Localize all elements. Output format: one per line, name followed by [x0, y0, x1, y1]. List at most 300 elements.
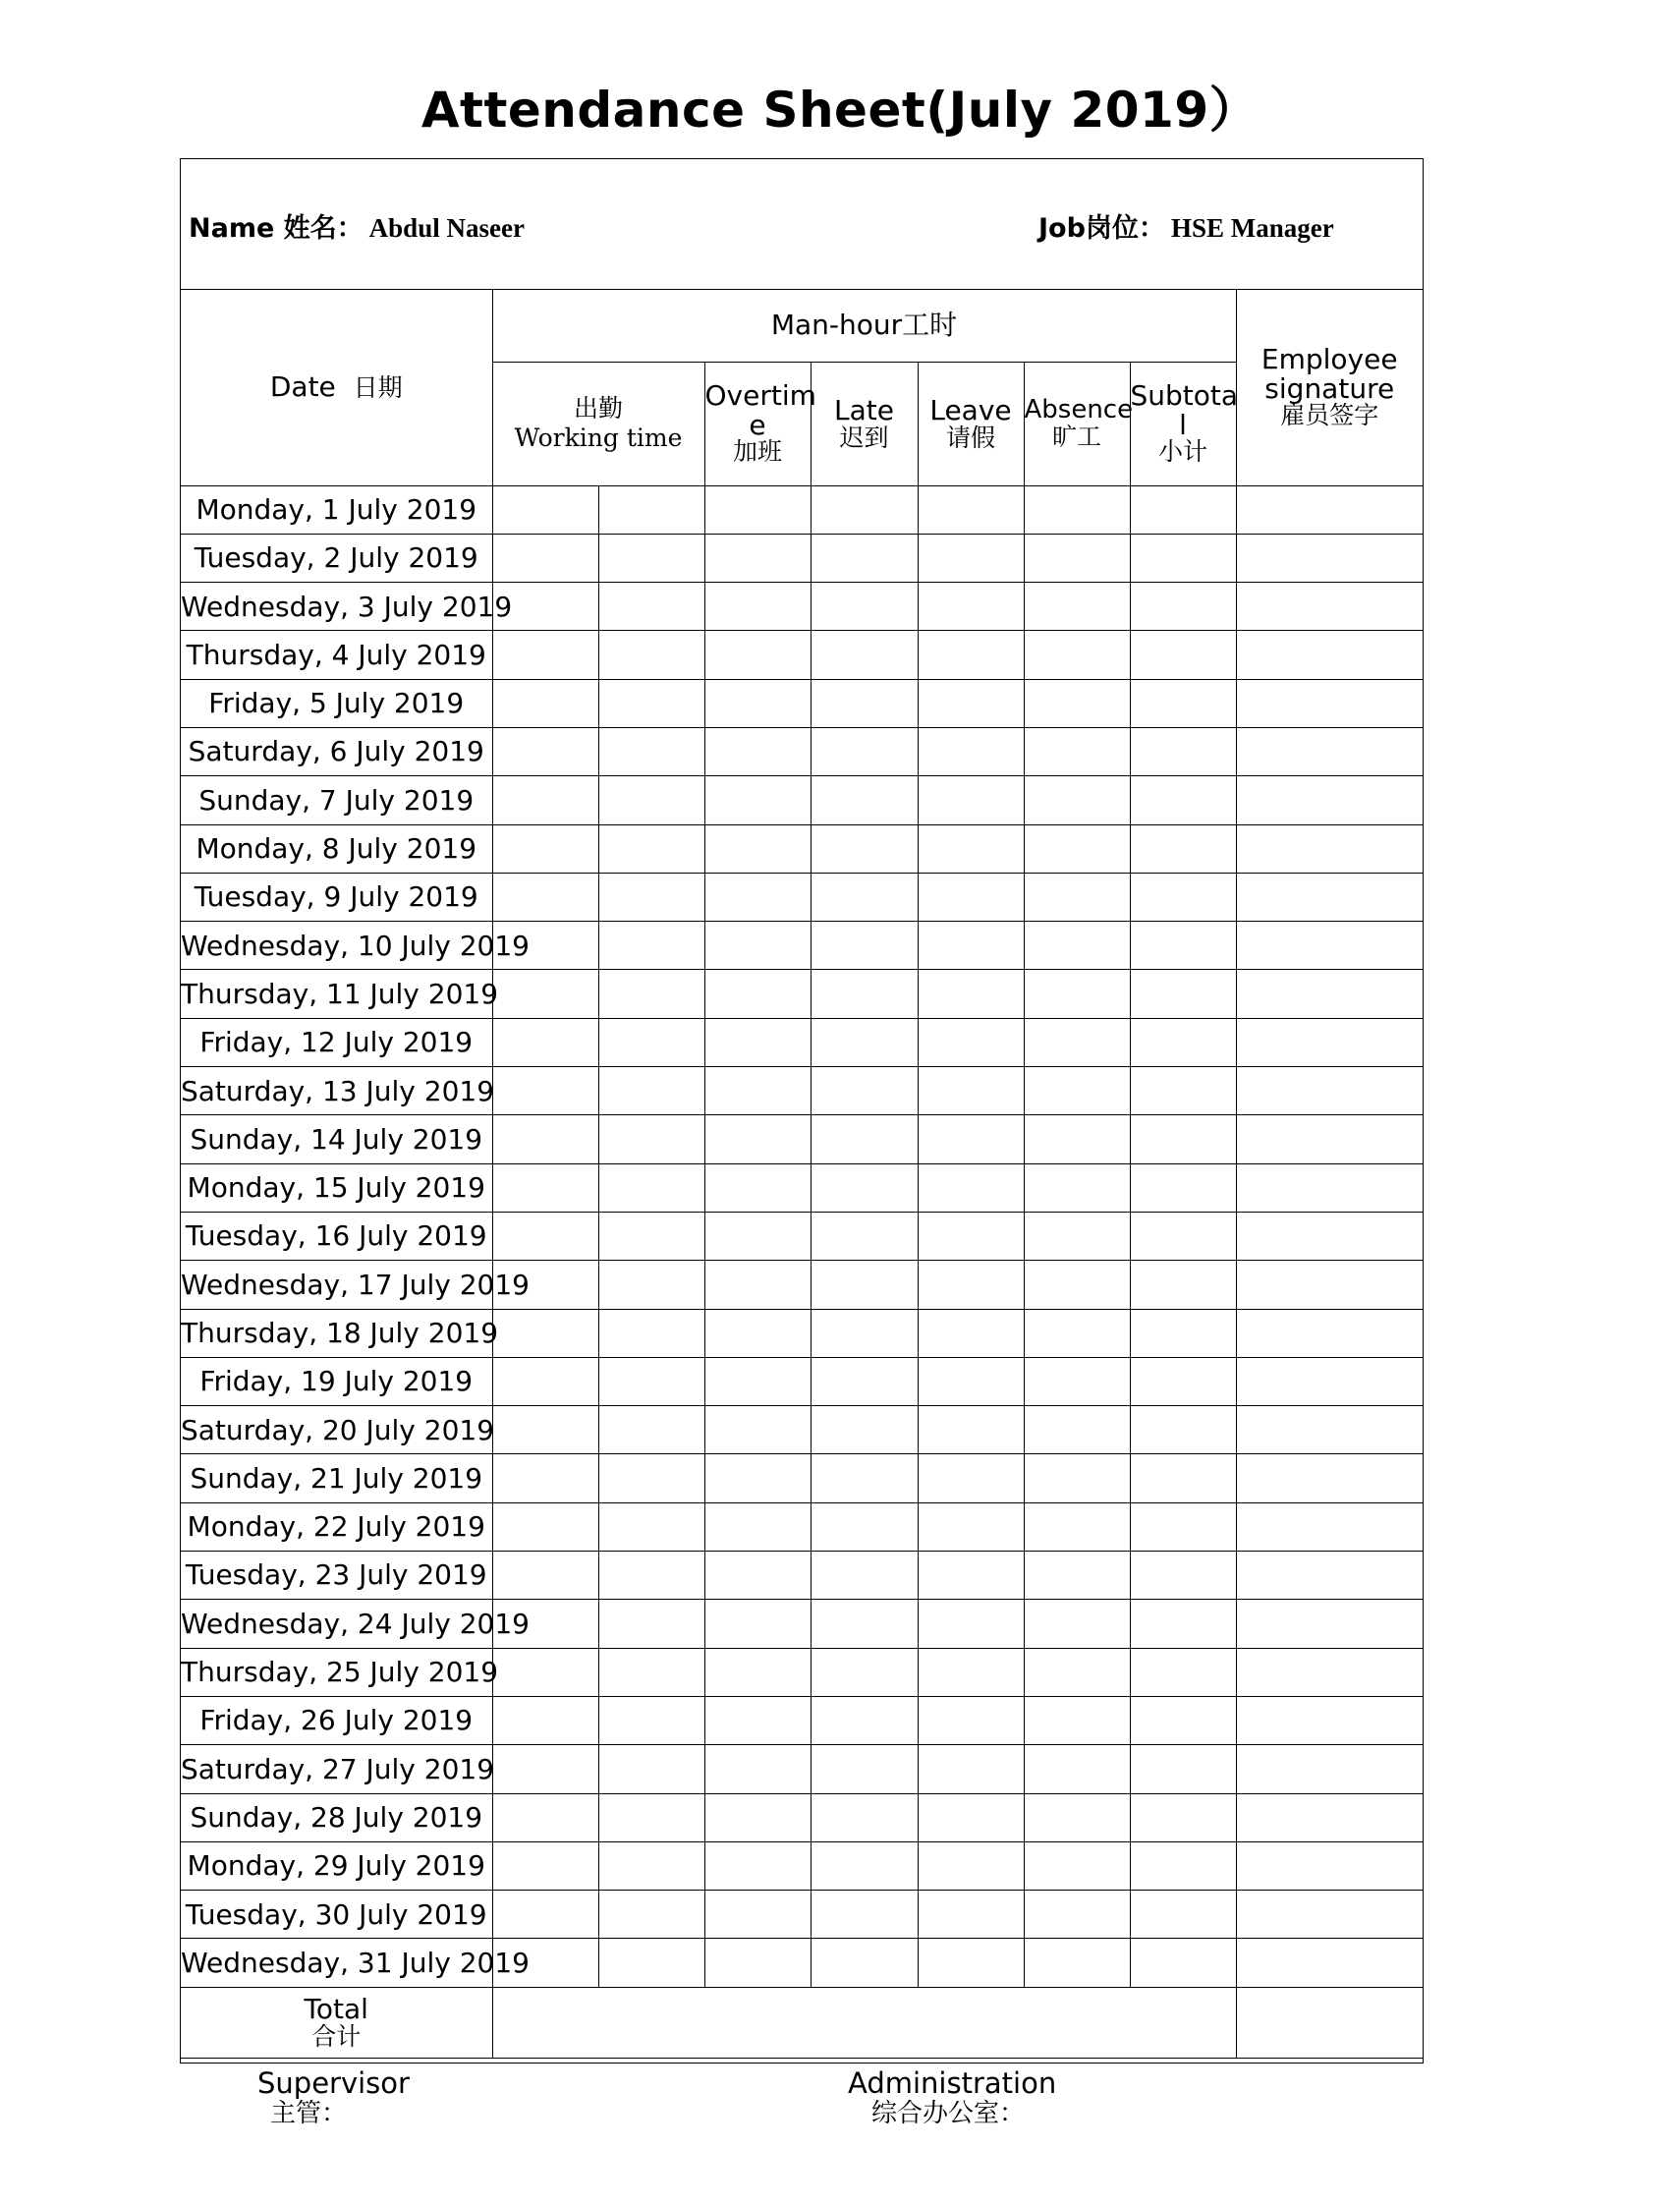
hours-cell[interactable] [598, 1552, 704, 1600]
hours-cell[interactable] [704, 922, 811, 970]
signature-cell[interactable] [1236, 1648, 1423, 1696]
hours-cell[interactable] [1130, 824, 1236, 873]
signature-cell[interactable] [1236, 1939, 1423, 1987]
hours-cell[interactable] [598, 1357, 704, 1405]
hours-cell[interactable] [704, 485, 811, 534]
hours-cell[interactable] [1024, 485, 1130, 534]
hours-cell[interactable] [918, 1018, 1024, 1066]
hours-cell[interactable] [704, 1891, 811, 1939]
hours-cell[interactable] [598, 1067, 704, 1115]
hours-cell[interactable] [598, 1163, 704, 1212]
signature-cell[interactable] [1236, 1212, 1423, 1260]
hours-cell[interactable] [918, 679, 1024, 727]
signature-cell[interactable] [1236, 1502, 1423, 1551]
hours-cell[interactable] [598, 824, 704, 873]
name-label: Name 姓名： [189, 213, 364, 244]
date-label: Saturday, 6 July 2019 [188, 735, 484, 768]
signature-cell[interactable] [1236, 1552, 1423, 1600]
hours-cell[interactable] [704, 1939, 811, 1987]
hours-cell[interactable] [1130, 1261, 1236, 1309]
signature-cell[interactable] [1236, 1163, 1423, 1212]
hours-cell[interactable] [492, 1018, 598, 1066]
signature-cell[interactable] [1236, 1018, 1423, 1066]
total-signature-cell[interactable] [1236, 1987, 1423, 2058]
date-label: Tuesday, 9 July 2019 [194, 880, 478, 914]
hours-cell[interactable] [492, 1406, 598, 1454]
hours-cell[interactable] [918, 1841, 1024, 1890]
date-header: Date 日期 [181, 289, 492, 485]
hours-cell[interactable] [492, 1793, 598, 1841]
table-row [181, 1552, 1423, 1600]
hours-cell[interactable] [811, 583, 918, 631]
hours-cell[interactable] [704, 1018, 811, 1066]
hours-cell[interactable] [1130, 1793, 1236, 1841]
hours-cell[interactable] [492, 1502, 598, 1551]
signature-cell[interactable] [1236, 970, 1423, 1018]
hours-cell[interactable] [1024, 1454, 1130, 1502]
signature-cell[interactable] [1236, 1067, 1423, 1115]
date-label: Sunday, 14 July 2019 [190, 1122, 483, 1156]
hours-cell[interactable] [598, 1454, 704, 1502]
signature-cell[interactable] [1236, 1357, 1423, 1405]
hours-cell[interactable] [811, 679, 918, 727]
signature-cell[interactable] [1236, 534, 1423, 582]
hours-cell[interactable] [598, 970, 704, 1018]
hours-cell[interactable] [918, 970, 1024, 1018]
hours-cell[interactable] [918, 727, 1024, 775]
hours-cell[interactable] [492, 1309, 598, 1357]
hours-cell[interactable] [1024, 1648, 1130, 1696]
hours-cell[interactable] [1130, 1891, 1236, 1939]
hours-cell[interactable] [918, 873, 1024, 921]
hours-cell[interactable] [811, 1552, 918, 1600]
hours-cell[interactable] [1130, 1600, 1236, 1648]
hours-cell[interactable] [918, 776, 1024, 824]
date-label: Wednesday, 10 July 2019 [181, 929, 530, 962]
hours-cell[interactable] [492, 1891, 598, 1939]
hours-cell[interactable] [704, 1696, 811, 1744]
hours-cell[interactable] [1130, 873, 1236, 921]
signature-cell[interactable] [1236, 1454, 1423, 1502]
table-row [181, 1163, 1423, 1212]
signature-cell[interactable] [1236, 1261, 1423, 1309]
hours-cell[interactable] [1024, 1600, 1130, 1648]
signature-cell[interactable] [1236, 824, 1423, 873]
table-row [181, 1793, 1423, 1841]
hours-cell[interactable] [1024, 1163, 1130, 1212]
date-label: Tuesday, 23 July 2019 [185, 1558, 487, 1592]
hours-cell[interactable] [918, 1406, 1024, 1454]
hours-cell[interactable] [918, 1067, 1024, 1115]
hours-cell[interactable] [811, 631, 918, 679]
hours-cell[interactable] [492, 1163, 598, 1212]
hours-cell[interactable] [598, 631, 704, 679]
hours-cell[interactable] [492, 1357, 598, 1405]
hours-cell[interactable] [918, 1502, 1024, 1551]
hours-cell[interactable] [1024, 727, 1130, 775]
signature-cell[interactable] [1236, 631, 1423, 679]
hours-cell[interactable] [811, 1841, 918, 1890]
hours-cell[interactable] [1024, 631, 1130, 679]
hours-cell[interactable] [704, 1841, 811, 1890]
hours-cell[interactable] [1024, 1357, 1130, 1405]
hours-cell[interactable] [598, 1309, 704, 1357]
hours-cell[interactable] [918, 631, 1024, 679]
hours-cell[interactable] [918, 1454, 1024, 1502]
hours-cell[interactable] [704, 824, 811, 873]
hours-cell[interactable] [598, 922, 704, 970]
hours-cell[interactable] [1130, 1841, 1236, 1890]
signature-cell[interactable] [1236, 1793, 1423, 1841]
signature-cell[interactable] [1236, 1745, 1423, 1793]
hours-cell[interactable] [1024, 1552, 1130, 1600]
total-hours-cell[interactable] [492, 1987, 1236, 2058]
hours-cell[interactable] [598, 1841, 704, 1890]
hours-cell[interactable] [811, 1939, 918, 1987]
hours-cell[interactable] [598, 1502, 704, 1551]
hours-cell[interactable] [598, 1745, 704, 1793]
date-label: Wednesday, 31 July 2019 [181, 1946, 530, 1979]
date-label: Thursday, 25 July 2019 [181, 1656, 499, 1689]
hours-cell[interactable] [1130, 1552, 1236, 1600]
late-header: Late 迟到 [811, 362, 918, 485]
hours-cell[interactable] [918, 1163, 1024, 1212]
table-row [181, 727, 1423, 775]
hours-cell[interactable] [704, 1406, 811, 1454]
hours-cell[interactable] [598, 583, 704, 631]
hours-cell[interactable] [918, 583, 1024, 631]
hours-cell[interactable] [1130, 1115, 1236, 1163]
hours-cell[interactable] [704, 1502, 811, 1551]
hours-cell[interactable] [704, 1793, 811, 1841]
hours-cell[interactable] [918, 1261, 1024, 1309]
hours-cell[interactable] [598, 1648, 704, 1696]
hours-cell[interactable] [598, 1018, 704, 1066]
signature-cell[interactable] [1236, 1841, 1423, 1890]
date-cell [181, 1600, 530, 1648]
hours-cell[interactable] [704, 1163, 811, 1212]
date-label: Sunday, 7 July 2019 [198, 783, 475, 817]
hours-cell[interactable] [811, 922, 918, 970]
table-row [181, 1067, 1423, 1115]
hours-cell[interactable] [1024, 922, 1130, 970]
attendance-sheet [180, 158, 1424, 2064]
hours-cell[interactable] [598, 534, 704, 582]
hours-cell[interactable] [1024, 1891, 1130, 1939]
hours-cell[interactable] [1130, 1357, 1236, 1405]
hours-cell[interactable] [704, 1115, 811, 1163]
table-row [181, 1745, 1423, 1793]
signature-cell[interactable] [1236, 1891, 1423, 1939]
hours-cell[interactable] [598, 776, 704, 824]
hours-cell[interactable] [704, 1261, 811, 1309]
hours-cell[interactable] [1130, 1454, 1236, 1502]
hours-cell[interactable] [1024, 1309, 1130, 1357]
date-cell [181, 873, 492, 921]
signature-cell[interactable] [1236, 679, 1423, 727]
subtotal-header: Subtota l 小计 [1130, 362, 1236, 485]
hours-cell[interactable] [598, 1115, 704, 1163]
hours-cell[interactable] [918, 534, 1024, 582]
hours-cell[interactable] [704, 1454, 811, 1502]
hours-cell[interactable] [1024, 1841, 1130, 1890]
hours-cell[interactable] [598, 1261, 704, 1309]
hours-cell[interactable] [1024, 1261, 1130, 1309]
hours-cell[interactable] [704, 1309, 811, 1357]
signature-cell[interactable] [1236, 1406, 1423, 1454]
hours-cell[interactable] [1024, 776, 1130, 824]
supervisor-label: Supervisor [257, 2066, 410, 2100]
hours-cell[interactable] [918, 1696, 1024, 1744]
table-row [181, 485, 1423, 534]
hours-cell[interactable] [1024, 1115, 1130, 1163]
hours-cell[interactable] [811, 1163, 918, 1212]
hours-cell[interactable] [704, 1745, 811, 1793]
job-value[interactable]: HSE Manager [1170, 213, 1334, 243]
hours-cell[interactable] [1130, 679, 1236, 727]
hours-cell[interactable] [704, 727, 811, 775]
date-label: Sunday, 21 July 2019 [190, 1461, 483, 1495]
table-row [181, 1212, 1423, 1260]
hours-cell[interactable] [1130, 1939, 1236, 1987]
hours-cell[interactable] [811, 824, 918, 873]
hours-cell[interactable] [492, 485, 598, 534]
leave-header: Leave 请假 [918, 362, 1024, 485]
hours-cell[interactable] [811, 727, 918, 775]
hours-cell[interactable] [492, 534, 598, 582]
hours-cell[interactable] [918, 922, 1024, 970]
date-cell [181, 1018, 492, 1066]
hours-cell[interactable] [1024, 873, 1130, 921]
hours-cell[interactable] [704, 1552, 811, 1600]
hours-cell[interactable] [1130, 1502, 1236, 1551]
hours-cell[interactable] [918, 1357, 1024, 1405]
hours-cell[interactable] [598, 1406, 704, 1454]
signature-header: Employee signature 雇员签字 [1236, 289, 1423, 485]
hours-cell[interactable] [492, 631, 598, 679]
hours-cell[interactable] [918, 1891, 1024, 1939]
hours-cell[interactable] [811, 1696, 918, 1744]
hours-cell[interactable] [598, 873, 704, 921]
hours-cell[interactable] [1130, 1696, 1236, 1744]
date-cell [181, 1841, 492, 1890]
hours-cell[interactable] [704, 1648, 811, 1696]
hours-cell[interactable] [918, 1648, 1024, 1696]
date-cell [181, 1212, 492, 1260]
hours-cell[interactable] [704, 534, 811, 582]
date-cell [181, 1163, 492, 1212]
hours-cell[interactable] [492, 1841, 598, 1890]
hours-cell[interactable] [918, 1115, 1024, 1163]
date-cell [181, 776, 492, 824]
hours-cell[interactable] [1130, 727, 1236, 775]
hours-cell[interactable] [918, 1212, 1024, 1260]
hours-cell[interactable] [1024, 534, 1130, 582]
date-label: Friday, 19 July 2019 [199, 1365, 474, 1398]
date-cell [181, 824, 492, 873]
hours-cell[interactable] [811, 1502, 918, 1551]
table-row [181, 873, 1423, 921]
hours-cell[interactable] [704, 583, 811, 631]
hours-cell[interactable] [492, 727, 598, 775]
signature-cell[interactable] [1236, 727, 1423, 775]
table-row [181, 534, 1423, 582]
hours-cell[interactable] [918, 1552, 1024, 1600]
hours-cell[interactable] [704, 873, 811, 921]
hours-cell[interactable] [811, 534, 918, 582]
name-value[interactable]: Abdul Naseer [368, 213, 525, 243]
hours-cell[interactable] [811, 1067, 918, 1115]
hours-cell[interactable] [598, 1939, 704, 1987]
hours-cell[interactable] [811, 1454, 918, 1502]
date-label: Wednesday, 24 July 2019 [181, 1607, 530, 1640]
hours-cell[interactable] [811, 873, 918, 921]
hours-cell[interactable] [811, 1648, 918, 1696]
hours-cell[interactable] [1024, 1406, 1130, 1454]
date-label: Wednesday, 3 July 2019 [181, 590, 513, 623]
hours-cell[interactable] [918, 824, 1024, 873]
hours-cell[interactable] [1024, 679, 1130, 727]
date-label: Tuesday, 16 July 2019 [185, 1219, 487, 1253]
total-row [181, 1987, 1423, 2058]
signature-cell[interactable] [1236, 485, 1423, 534]
hours-cell[interactable] [492, 970, 598, 1018]
hours-cell[interactable] [492, 873, 598, 921]
hours-cell[interactable] [1130, 1212, 1236, 1260]
date-label: Sunday, 28 July 2019 [190, 1800, 483, 1834]
signature-cell[interactable] [1236, 776, 1423, 824]
hours-cell[interactable] [1024, 1212, 1130, 1260]
hours-cell[interactable] [1130, 1745, 1236, 1793]
hours-cell[interactable] [1024, 1939, 1130, 1987]
hours-cell[interactable] [1130, 970, 1236, 1018]
hours-cell[interactable] [704, 679, 811, 727]
hours-cell[interactable] [1130, 922, 1236, 970]
date-label: Thursday, 4 July 2019 [186, 638, 486, 671]
hours-cell[interactable] [1024, 583, 1130, 631]
hours-cell[interactable] [918, 1745, 1024, 1793]
signature-cell[interactable] [1236, 1696, 1423, 1744]
hours-cell[interactable] [1130, 485, 1236, 534]
hours-cell[interactable] [811, 1600, 918, 1648]
hours-cell[interactable] [1130, 631, 1236, 679]
hours-cell[interactable] [1130, 534, 1236, 582]
hours-cell[interactable] [492, 824, 598, 873]
hours-cell[interactable] [704, 631, 811, 679]
hours-cell[interactable] [811, 776, 918, 824]
hours-cell[interactable] [811, 1745, 918, 1793]
hours-cell[interactable] [1130, 776, 1236, 824]
table-row [181, 776, 1423, 824]
hours-cell[interactable] [1130, 1163, 1236, 1212]
hours-cell[interactable] [492, 1696, 598, 1744]
hours-cell[interactable] [598, 1891, 704, 1939]
hours-cell[interactable] [918, 485, 1024, 534]
hours-cell[interactable] [704, 1067, 811, 1115]
hours-cell[interactable] [811, 485, 918, 534]
date-label: Thursday, 11 July 2019 [181, 977, 499, 1010]
hours-cell[interactable] [1024, 1067, 1130, 1115]
hours-cell[interactable] [918, 1600, 1024, 1648]
date-cell [181, 1067, 495, 1115]
employee-job [1038, 206, 1334, 245]
hours-cell[interactable] [492, 1212, 598, 1260]
hours-cell[interactable] [918, 1939, 1024, 1987]
hours-cell[interactable] [1024, 1696, 1130, 1744]
hours-cell[interactable] [811, 1309, 918, 1357]
hours-cell[interactable] [598, 727, 704, 775]
hours-cell[interactable] [598, 485, 704, 534]
administration-label: Administration [848, 2066, 1057, 2100]
hours-cell[interactable] [492, 1745, 598, 1793]
hours-cell[interactable] [598, 679, 704, 727]
attendance-table [181, 289, 1423, 2059]
hours-cell[interactable] [598, 1212, 704, 1260]
table-row [181, 1502, 1423, 1551]
signature-cell[interactable] [1236, 873, 1423, 921]
hours-cell[interactable] [1024, 1745, 1130, 1793]
hours-cell[interactable] [1024, 1793, 1130, 1841]
date-cell [181, 1891, 492, 1939]
signature-cell[interactable] [1236, 1309, 1423, 1357]
hours-cell[interactable] [598, 1600, 704, 1648]
hours-cell[interactable] [811, 1357, 918, 1405]
hours-cell[interactable] [492, 1552, 598, 1600]
hours-cell[interactable] [918, 1793, 1024, 1841]
hours-cell[interactable] [811, 1115, 918, 1163]
hours-cell[interactable] [492, 1648, 598, 1696]
hours-cell[interactable] [492, 679, 598, 727]
hours-cell[interactable] [811, 1261, 918, 1309]
hours-cell[interactable] [704, 970, 811, 1018]
signature-cell[interactable] [1236, 583, 1423, 631]
hours-cell[interactable] [1130, 1018, 1236, 1066]
hours-cell[interactable] [811, 970, 918, 1018]
hours-cell[interactable] [704, 776, 811, 824]
hours-cell[interactable] [1130, 1406, 1236, 1454]
date-cell [181, 1261, 530, 1309]
hours-cell[interactable] [598, 1696, 704, 1744]
hours-cell[interactable] [492, 1454, 598, 1502]
hours-cell[interactable] [811, 1793, 918, 1841]
hours-cell[interactable] [918, 1309, 1024, 1357]
signature-cell[interactable] [1236, 1600, 1423, 1648]
hours-cell[interactable] [811, 1406, 918, 1454]
hours-cell[interactable] [811, 1891, 918, 1939]
hours-cell[interactable] [704, 1600, 811, 1648]
signature-cell[interactable] [1236, 1115, 1423, 1163]
hours-cell[interactable] [811, 1018, 918, 1066]
hours-cell[interactable] [1024, 824, 1130, 873]
hours-cell[interactable] [492, 776, 598, 824]
hours-cell[interactable] [1024, 1502, 1130, 1551]
hours-cell[interactable] [492, 1067, 598, 1115]
hours-cell[interactable] [598, 1793, 704, 1841]
hours-cell[interactable] [1130, 583, 1236, 631]
signature-cell[interactable] [1236, 922, 1423, 970]
hours-cell[interactable] [1130, 1309, 1236, 1357]
hours-cell[interactable] [1130, 1067, 1236, 1115]
hours-cell[interactable] [704, 1212, 811, 1260]
table-row [181, 1939, 1423, 1987]
hours-cell[interactable] [811, 1212, 918, 1260]
hours-cell[interactable] [1130, 1648, 1236, 1696]
date-cell [181, 485, 492, 534]
hours-cell[interactable] [704, 1357, 811, 1405]
hours-cell[interactable] [492, 1115, 598, 1163]
hours-cell[interactable] [1024, 970, 1130, 1018]
hours-cell[interactable] [1024, 1018, 1130, 1066]
